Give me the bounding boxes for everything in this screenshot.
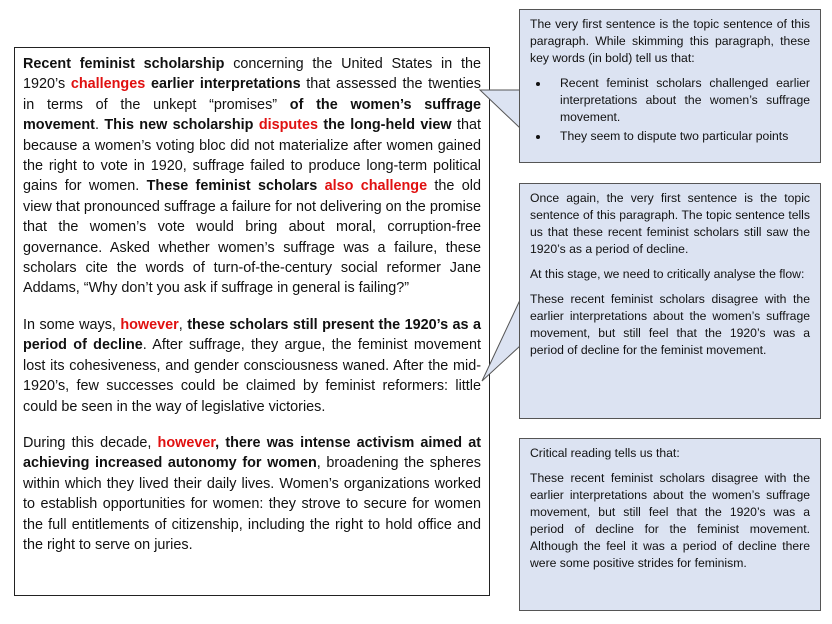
list-item: • Recent feminist scholars challenged earlier interpretations about the women’s suffrage movement. [550,75,810,126]
callout-paragraph: At this stage, we need to critically analyse the flow: [530,267,805,281]
callout-flow-analysis [519,183,821,419]
key-phrase: This new scholarship [104,117,259,134]
callout-critical-reading [519,438,821,611]
key-word-highlight: however [120,316,179,333]
key-word-highlight: challenges [70,76,146,93]
callout-paragraph: Critical reading tells us that: [530,446,680,460]
text-run: concerning the United States in the 1920’s [23,56,481,93]
text-run: . [94,117,105,134]
text-run: During this decade, [23,434,158,451]
callout-intro: The very first sentence is the topic sentence of this paragraph. While skimming this paragraph, these key words (in bold) tell us that: [530,17,810,65]
key-phrase: of the women’s suffrage movement [23,96,481,134]
key-phrase: Recent feminist scholarship [23,56,225,72]
text-run: that assessed the twenties in terms of the unkept “promises” [23,76,481,113]
text-run: the old view that pronounced suffrage a failure for not delivering on the promise that the women’s vote would bring about moral, corruption-free governance. Asked whether women’s suffrage was a failure, these scholars cite the words of turn-of-the-century social reformer Jane Addams, “Why don’t you ask if suffrage in general is failing?” [23,178,481,297]
text-run: In some ways, [23,316,121,333]
key-phrase: these scholars still present the 1920’s as a period of decline [23,316,481,354]
key-phrase: earlier interpretations [150,76,301,93]
callout-bullet-list [530,75,810,145]
text-run: , broadening the spheres within which they lived their daily lives. Women’s organizations worked to establish opportunities for women: they strove to secure for women the full entitlements of citizenship, including the right to hold office and the right to serve on juries. [23,455,481,553]
text-run: , [178,316,188,333]
key-word-highlight: disputes [258,117,318,134]
key-phrase: These feminist scholars [146,178,325,195]
callout-topic-sentence [519,9,821,163]
key-word-highlight: however [157,434,216,451]
callout-paragraph: These recent feminist scholars disagree with the earlier interpretations about the women’s suffrage movement, but still feel that the 1920’s was a period of decline for the feminist movement. [530,292,810,357]
key-phrase: , there was intense activism aimed at achieving increased autonomy for women [23,434,481,472]
key-phrase: the long-held view [317,117,452,134]
callout-paragraph: Once again, the very first sentence is the topic sentence of this paragraph. The topic sentence tells us that these recent feminist scholars still saw the 1920’s as a period of decline. [530,191,810,256]
list-item: • They seem to dispute two particular points [550,128,810,145]
key-word-highlight: also challenge [324,178,428,195]
text-run: . After suffrage, they argue, the feminist movement lost its cohesiveness, and gender consciousness waned. After the mid-1920’s, few successes could be claimed by feminist reformers: little could be seen in the way of legislative victories. [23,337,482,415]
callout-paragraph: These recent feminist scholars disagree with the earlier interpretations about the women’s suffrage movement, but still feel that the 1920’s was a period of decline for the feminist movement. Although the feel it was a period of decline there were some positive strides for feminism. [530,471,810,570]
text-run: that because a women’s voting bloc did not materialize after women gained the right to vote in 1920, suffrage failed to produce long-term political gains for women. [23,117,481,195]
